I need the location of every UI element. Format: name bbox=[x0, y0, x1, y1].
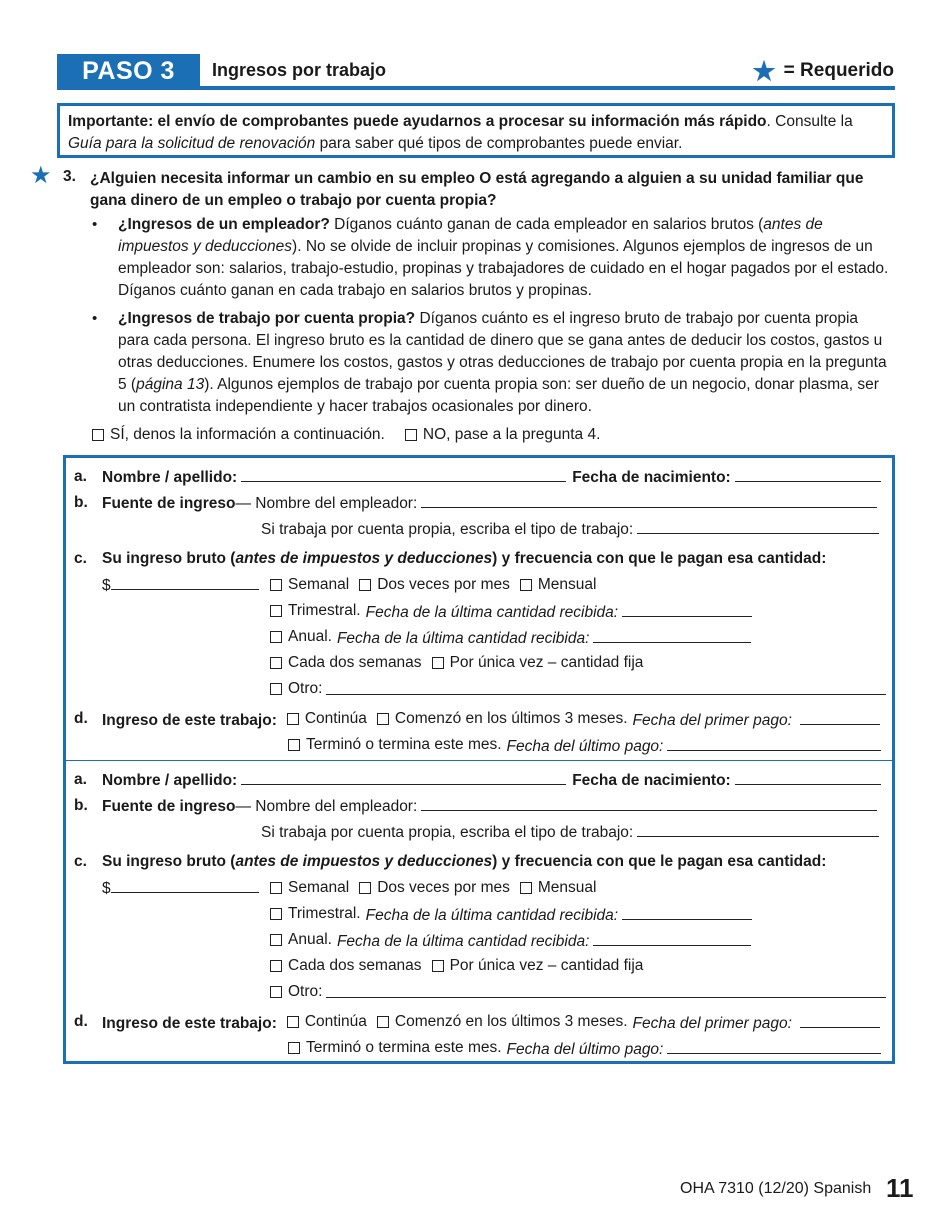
checkbox[interactable] bbox=[432, 960, 444, 972]
name-label: Nombre / apellido: bbox=[102, 772, 238, 789]
source-label: Fuente de ingreso bbox=[102, 495, 236, 512]
frequency-other-row bbox=[270, 680, 886, 698]
frequency-other-row bbox=[270, 983, 886, 1001]
amount-field[interactable] bbox=[111, 879, 259, 893]
checkbox[interactable] bbox=[270, 934, 282, 946]
twice-monthly-label: Dos veces por mes bbox=[377, 576, 510, 593]
first-pay-label: Fecha del primer pago: bbox=[632, 712, 792, 729]
self-employed-label: Si trabaja por cuenta propia, escriba el tipo de trabajo: bbox=[261, 824, 634, 841]
started-option[interactable] bbox=[377, 710, 628, 728]
checkbox[interactable] bbox=[270, 605, 282, 617]
weekly-option[interactable] bbox=[270, 879, 349, 897]
monthly-option[interactable] bbox=[520, 576, 597, 594]
other-option[interactable] bbox=[270, 983, 322, 1001]
frequency-row-1 bbox=[270, 879, 596, 897]
no-option[interactable] bbox=[405, 426, 601, 444]
checkbox[interactable] bbox=[288, 739, 300, 751]
checkbox[interactable] bbox=[405, 429, 417, 441]
gross-heading-1: Su ingreso bruto ( bbox=[102, 853, 236, 870]
form-code: OHA 7310 (12/20) Spanish bbox=[680, 1180, 872, 1197]
frequency-row-1 bbox=[270, 576, 596, 594]
amount-field[interactable] bbox=[111, 576, 259, 590]
star-icon: ★ bbox=[752, 56, 776, 86]
biweekly-option[interactable] bbox=[270, 654, 422, 672]
annual-label: Anual. bbox=[288, 628, 332, 645]
last-amount-date-label: Fecha de la última cantidad recibida: bbox=[336, 933, 590, 950]
biweekly-label: Cada dos semanas bbox=[288, 654, 422, 671]
first-pay-field[interactable] bbox=[800, 1014, 880, 1028]
checkbox[interactable] bbox=[377, 1016, 389, 1028]
checkbox[interactable] bbox=[287, 1016, 299, 1028]
letter-b: b. bbox=[74, 494, 88, 511]
required-legend bbox=[752, 58, 894, 84]
started-option[interactable] bbox=[377, 1013, 628, 1031]
quarterly-option[interactable] bbox=[270, 905, 361, 923]
other-label: Otro: bbox=[288, 983, 323, 1000]
checkbox[interactable] bbox=[270, 657, 282, 669]
quarterly-label: Trimestral. bbox=[288, 602, 361, 619]
monthly-label: Mensual bbox=[537, 879, 597, 896]
checkbox[interactable] bbox=[270, 908, 282, 920]
continues-option[interactable] bbox=[287, 710, 367, 728]
letter-b: b. bbox=[74, 797, 88, 814]
gross-heading-2: ) y frecuencia con que le pagan esa cantidad: bbox=[492, 853, 827, 870]
gross-heading-1: Su ingreso bruto ( bbox=[102, 550, 236, 567]
required-legend-text: = Requerido bbox=[783, 60, 894, 81]
continues-label: Continúa bbox=[304, 710, 367, 727]
bullet-icon: • bbox=[92, 216, 98, 233]
name-row bbox=[102, 468, 881, 487]
bullet-text bbox=[118, 214, 892, 302]
checkbox[interactable] bbox=[270, 986, 282, 998]
first-pay-label: Fecha del primer pago: bbox=[632, 1015, 792, 1032]
last-pay-field[interactable] bbox=[667, 737, 881, 751]
checkbox[interactable] bbox=[432, 657, 444, 669]
checkbox[interactable] bbox=[287, 713, 299, 725]
employer-name-label: — Nombre del empleador: bbox=[235, 798, 418, 815]
annual-date-field[interactable] bbox=[593, 629, 751, 643]
checkbox[interactable] bbox=[270, 683, 282, 695]
started-label: Comenzó en los últimos 3 meses. bbox=[394, 710, 628, 727]
quarterly-date-field[interactable] bbox=[622, 603, 752, 617]
ended-option[interactable] bbox=[288, 736, 502, 754]
amount-row bbox=[102, 576, 259, 595]
required-star-icon: ★ bbox=[30, 162, 52, 189]
started-label: Comenzó en los últimos 3 meses. bbox=[394, 1013, 628, 1030]
other-label: Otro: bbox=[288, 680, 323, 697]
other-option[interactable] bbox=[270, 680, 322, 698]
annual-option[interactable] bbox=[270, 628, 332, 646]
checkbox[interactable] bbox=[520, 882, 532, 894]
checkbox[interactable] bbox=[359, 579, 371, 591]
job-status-row bbox=[102, 1013, 880, 1033]
step-badge bbox=[57, 54, 200, 88]
continues-label: Continúa bbox=[304, 1013, 367, 1030]
name-row bbox=[102, 771, 881, 790]
name-field[interactable] bbox=[241, 468, 566, 482]
income-form-block bbox=[63, 760, 895, 1064]
section-title: Ingresos por trabajo bbox=[212, 60, 387, 80]
weekly-label: Semanal bbox=[288, 879, 350, 896]
bullet-text bbox=[118, 308, 892, 418]
bullet-italic: página 13 bbox=[136, 376, 205, 393]
letter-c: c. bbox=[74, 853, 87, 870]
quarterly-option[interactable] bbox=[270, 602, 361, 620]
name-field[interactable] bbox=[241, 771, 566, 785]
last-amount-date-label: Fecha de la última cantidad recibida: bbox=[365, 604, 619, 621]
header-rule bbox=[57, 86, 895, 90]
frequency-row-4 bbox=[270, 957, 643, 975]
amount-row bbox=[102, 879, 259, 898]
page-number: 11 bbox=[886, 1173, 914, 1203]
bullet-heading: ¿Ingresos de un empleador? bbox=[118, 216, 330, 233]
bullet-italic: antes de impuestos y deducciones bbox=[118, 216, 823, 255]
one-time-option[interactable] bbox=[432, 957, 644, 975]
employer-name-field[interactable] bbox=[421, 797, 877, 811]
gross-heading-italic: antes de impuestos y deducciones bbox=[235, 550, 493, 567]
one-time-label: Por única vez – cantidad fija bbox=[449, 654, 644, 671]
checkbox[interactable] bbox=[270, 631, 282, 643]
quarterly-label: Trimestral. bbox=[288, 905, 361, 922]
bullet-icon: • bbox=[92, 310, 98, 327]
checkbox[interactable] bbox=[359, 882, 371, 894]
yes-option-label: SÍ, denos la información a continuación. bbox=[110, 426, 385, 443]
frequency-quarterly-row bbox=[270, 602, 752, 622]
annual-date-field[interactable] bbox=[593, 932, 751, 946]
letter-d: d. bbox=[74, 1013, 88, 1030]
continues-option[interactable] bbox=[287, 1013, 367, 1031]
letter-d: d. bbox=[74, 710, 88, 727]
dob-field[interactable] bbox=[735, 468, 881, 482]
dollar-sign: $ bbox=[102, 577, 111, 594]
important-notice bbox=[57, 103, 895, 158]
checkbox[interactable] bbox=[270, 960, 282, 972]
letter-a: a. bbox=[74, 468, 87, 485]
gross-heading-2: ) y frecuencia con que le pagan esa cantidad: bbox=[492, 550, 827, 567]
biweekly-label: Cada dos semanas bbox=[288, 957, 422, 974]
quarterly-date-field[interactable] bbox=[622, 906, 752, 920]
source-row bbox=[102, 797, 877, 816]
checkbox[interactable] bbox=[270, 579, 282, 591]
gross-income-heading bbox=[102, 853, 826, 871]
name-label: Nombre / apellido: bbox=[102, 469, 238, 486]
important-text-2: para saber qué tipos de comprobantes puede enviar. bbox=[315, 135, 683, 152]
self-employed-row bbox=[261, 520, 879, 539]
bullet-body-1: Díganos cuánto ganan de cada empleador en salarios brutos ( bbox=[329, 216, 764, 233]
last-amount-date-label: Fecha de la última cantidad recibida: bbox=[365, 907, 619, 924]
self-employed-field[interactable] bbox=[637, 823, 879, 837]
dob-label: Fecha de nacimiento: bbox=[572, 772, 731, 789]
checkbox[interactable] bbox=[520, 579, 532, 591]
biweekly-option[interactable] bbox=[270, 957, 422, 975]
checkbox[interactable] bbox=[270, 882, 282, 894]
ended-row bbox=[288, 1039, 881, 1059]
ended-option[interactable] bbox=[288, 1039, 502, 1057]
important-bold-text: Importante: el envío de comprobantes puede ayudarnos a procesar su información más rápido bbox=[68, 113, 767, 130]
bullet-body-1: Díganos cuánto es el ingreso bruto de trabajo por cuenta propia para cada persona. El ingreso bruto es la cantidad de dinero que se gana antes de deducir los costos, gastos u otras deducciones. Enumere los costos, gastos y otras deducciones de trabajo por cuenta propia en la pregunta 5 ( bbox=[118, 310, 887, 393]
yes-no-options bbox=[92, 426, 600, 444]
ended-row bbox=[288, 736, 881, 756]
last-pay-label: Fecha del último pago: bbox=[506, 1041, 664, 1058]
twice-monthly-label: Dos veces por mes bbox=[377, 879, 510, 896]
checkbox[interactable] bbox=[92, 429, 104, 441]
gross-heading-italic: antes de impuestos y deducciones bbox=[235, 853, 493, 870]
source-label: Fuente de ingreso bbox=[102, 798, 236, 815]
twice-monthly-option[interactable] bbox=[359, 879, 510, 897]
this-job-label: Ingreso de este trabajo: bbox=[102, 712, 277, 729]
employer-name-field[interactable] bbox=[421, 494, 877, 508]
letter-c: c. bbox=[74, 550, 87, 567]
question-text: ¿Alguien necesita informar un cambio en su empleo O está agregando a alguien a su unidad familiar que gana dinero de un empleo o trabajo por cuenta propia? bbox=[90, 170, 864, 209]
frequency-quarterly-row bbox=[270, 905, 752, 925]
no-option-label: NO, pase a la pregunta 4. bbox=[422, 426, 601, 443]
weekly-option[interactable] bbox=[270, 576, 349, 594]
annual-option[interactable] bbox=[270, 931, 332, 949]
bullet-body-2: ). Algunos ejemplos de trabajo por cuenta propia son: ser dueño de un negocio, donar plasma, ser un contratista independiente y hacer trabajos ocasionales por dinero. bbox=[118, 376, 879, 415]
first-pay-field[interactable] bbox=[800, 711, 880, 725]
bullet-employer-income bbox=[92, 214, 892, 302]
dob-field[interactable] bbox=[735, 771, 881, 785]
bullet-body-2: ). No se olvide de incluir propinas y comisiones. Algunos ejemplos de ingresos de un empleador son: salarios, trabajo-estudio, propinas y trabajadores de cuidado en el hogar pagados por el estado. Díganos cuánto ganan en cada trabajo en salarios brutos y propinas. bbox=[118, 238, 889, 299]
ended-label: Terminó o termina este mes. bbox=[306, 1039, 502, 1056]
weekly-label: Semanal bbox=[288, 576, 350, 593]
gross-income-heading bbox=[102, 550, 826, 568]
bullet-self-employment-income bbox=[92, 308, 892, 418]
letter-a: a. bbox=[74, 771, 87, 788]
other-field[interactable] bbox=[326, 984, 886, 998]
one-time-label: Por única vez – cantidad fija bbox=[449, 957, 644, 974]
twice-monthly-option[interactable] bbox=[359, 576, 510, 594]
dob-label: Fecha de nacimiento: bbox=[572, 469, 731, 486]
last-amount-date-label: Fecha de la última cantidad recibida: bbox=[336, 630, 590, 647]
one-time-option[interactable] bbox=[432, 654, 644, 672]
bullet-heading: ¿Ingresos de trabajo por cuenta propia? bbox=[118, 310, 416, 327]
important-text-1: . Consulte la bbox=[766, 113, 853, 130]
frequency-annual-row bbox=[270, 628, 751, 648]
monthly-label: Mensual bbox=[537, 576, 597, 593]
frequency-row-4 bbox=[270, 654, 643, 672]
renewal-guide-title: Guía para la solicitud de renovación bbox=[68, 135, 316, 152]
last-pay-field[interactable] bbox=[667, 1040, 881, 1054]
this-job-label: Ingreso de este trabajo: bbox=[102, 1015, 277, 1032]
step-label: PASO 3 bbox=[82, 56, 175, 85]
employer-name-label: — Nombre del empleador: bbox=[235, 495, 418, 512]
other-field[interactable] bbox=[326, 681, 886, 695]
dollar-sign: $ bbox=[102, 880, 111, 897]
self-employed-label: Si trabaja por cuenta propia, escriba el tipo de trabajo: bbox=[261, 521, 634, 538]
checkbox[interactable] bbox=[288, 1042, 300, 1054]
ended-label: Terminó o termina este mes. bbox=[306, 736, 502, 753]
checkbox[interactable] bbox=[377, 713, 389, 725]
source-row bbox=[102, 494, 877, 513]
job-status-row bbox=[102, 710, 880, 730]
income-form-block bbox=[63, 455, 895, 761]
monthly-option[interactable] bbox=[520, 879, 597, 897]
annual-label: Anual. bbox=[288, 931, 332, 948]
yes-option[interactable] bbox=[92, 426, 385, 444]
question-number: 3. bbox=[63, 168, 76, 185]
last-pay-label: Fecha del último pago: bbox=[506, 738, 664, 755]
self-employed-field[interactable] bbox=[637, 520, 879, 534]
self-employed-row bbox=[261, 823, 879, 842]
frequency-annual-row bbox=[270, 931, 751, 951]
